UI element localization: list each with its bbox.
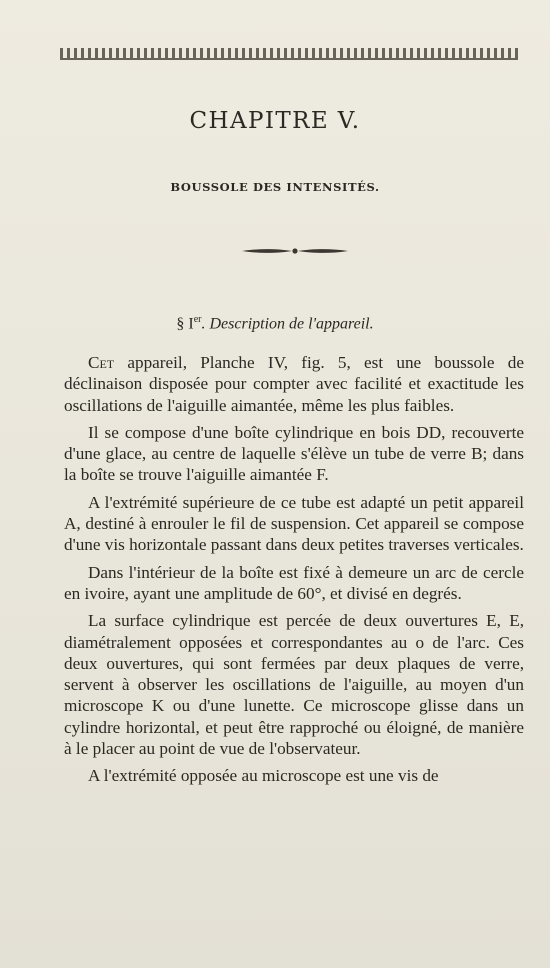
- section-title: . Description de l'appareil.: [201, 315, 374, 333]
- paragraph-lead-word: Cet: [88, 353, 115, 372]
- paragraph-text: appareil, Planche IV, fig. 5, est une boussole de déclinaison disposée pour compter avec facilité et exactitude les oscillations de l'aiguille aimantée, même les plus faibles.: [64, 353, 524, 415]
- section-number: § I: [176, 315, 194, 333]
- paragraph: Dans l'intérieur de la boîte est fixé à demeure un arc de cercle en ivoire, ayant une amplitude de 60°, et divisé en degrés.: [64, 562, 524, 603]
- paragraph: [64, 352, 524, 416]
- paragraph: A l'extrémité supérieure de ce tube est adapté un petit appareil A, destiné à enrouler le fil de suspension. Cet appareil se compose d'une vis horizontale passant dans deux petites traverses verticales.: [64, 492, 524, 555]
- section-number-superscript: er: [193, 314, 202, 325]
- paragraph: A l'extrémité opposée au microscope est une vis de: [88, 766, 439, 786]
- header-rule: [60, 48, 518, 60]
- chapter-title: CHAPITRE V.: [189, 108, 361, 134]
- section-heading: [0, 314, 550, 333]
- paragraph: Il se compose d'une boîte cylindrique en bois DD, recouverte d'une glace, au centre de laquelle s'élève un tube de verre B; dans la boîte se trouve l'aiguille aimantée F.: [64, 422, 524, 485]
- chapter-subtitle: BOUSSOLE DES INTENSITÉS.: [170, 180, 380, 194]
- paragraph: La surface cylindrique est percée de deux ouvertures E, E, diamétralement opposées et correspondantes au o de l'arc. Ces deux ouvertures, qui sont fermées par deux plaques de verre, servent à observer les oscillations de l'aiguille, au moyen d'un microscope K ou d'une lunette. Ce microscope glisse dans un cylindre horizontal, et peut être rapproché ou éloigné, de manière à le placer au point de vue de l'observateur.: [64, 611, 524, 759]
- body-text: [64, 352, 524, 793]
- ornament-divider: [240, 245, 350, 257]
